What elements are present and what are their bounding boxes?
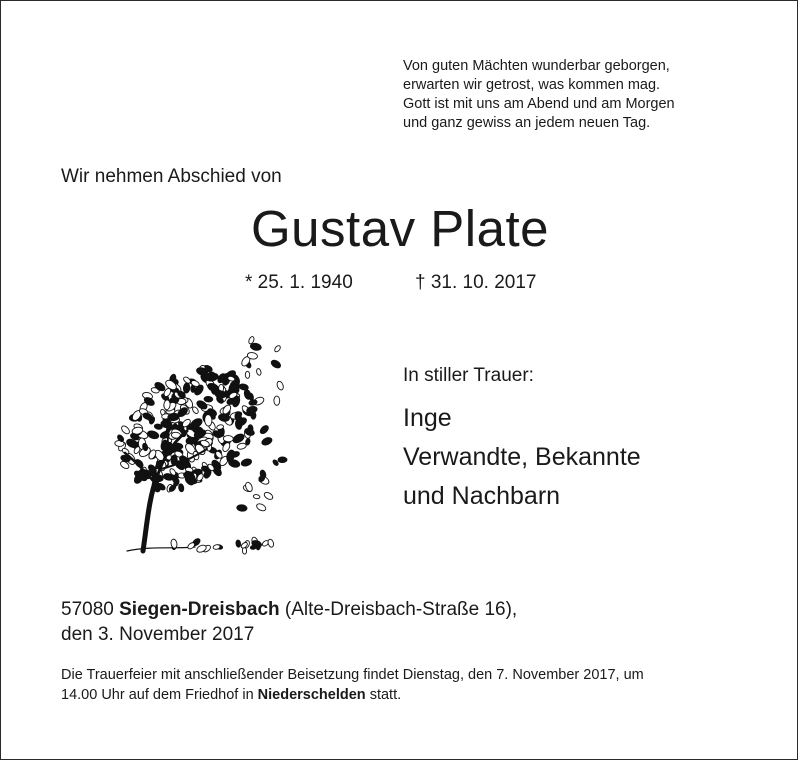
poem-line: Gott ist mit uns am Abend und am Morgen (403, 96, 675, 112)
service-line-1: Die Trauerfeier mit anschließender Beisetzung findet Dienstag, den 7. November 2017, um (61, 667, 644, 683)
mourners-list (403, 399, 641, 516)
service-text: 14.00 Uhr auf dem Friedhof in (61, 687, 254, 703)
zip-code: 57080 (61, 599, 114, 620)
mourning-heading: In stiller Trauer: (403, 365, 534, 386)
street: (Alte-Dreisbach-Straße 16), (284, 599, 518, 620)
poem (403, 57, 773, 133)
service-text-end: statt. (369, 687, 402, 703)
poem-line: erwarten wir getrost, was kommen mag. (403, 77, 661, 93)
deceased-name: Gustav Plate (251, 200, 549, 257)
address-line (61, 597, 517, 622)
service-info (61, 665, 761, 705)
intro-text: Wir nehmen Abschied von (61, 166, 282, 187)
mourner-line: Inge (403, 404, 452, 432)
birth-date: * 25. 1. 1940 (245, 272, 353, 293)
service-place: Niederschelden (257, 687, 366, 703)
city: Siegen-Dreisbach (119, 599, 280, 620)
mourner-line: Verwandte, Bekannte (403, 443, 641, 471)
service-line-2 (61, 685, 761, 705)
mourner-line: und Nachbarn (403, 482, 561, 510)
poem-line: Von guten Mächten wunderbar geborgen, (403, 58, 670, 74)
death-date: † 31. 10. 2017 (415, 272, 537, 293)
address-block (61, 597, 517, 647)
windblown-tree-icon (91, 319, 291, 559)
date-line: den 3. November 2017 (61, 624, 255, 645)
poem-line: und ganz gewiss an jedem neuen Tag. (403, 115, 651, 131)
